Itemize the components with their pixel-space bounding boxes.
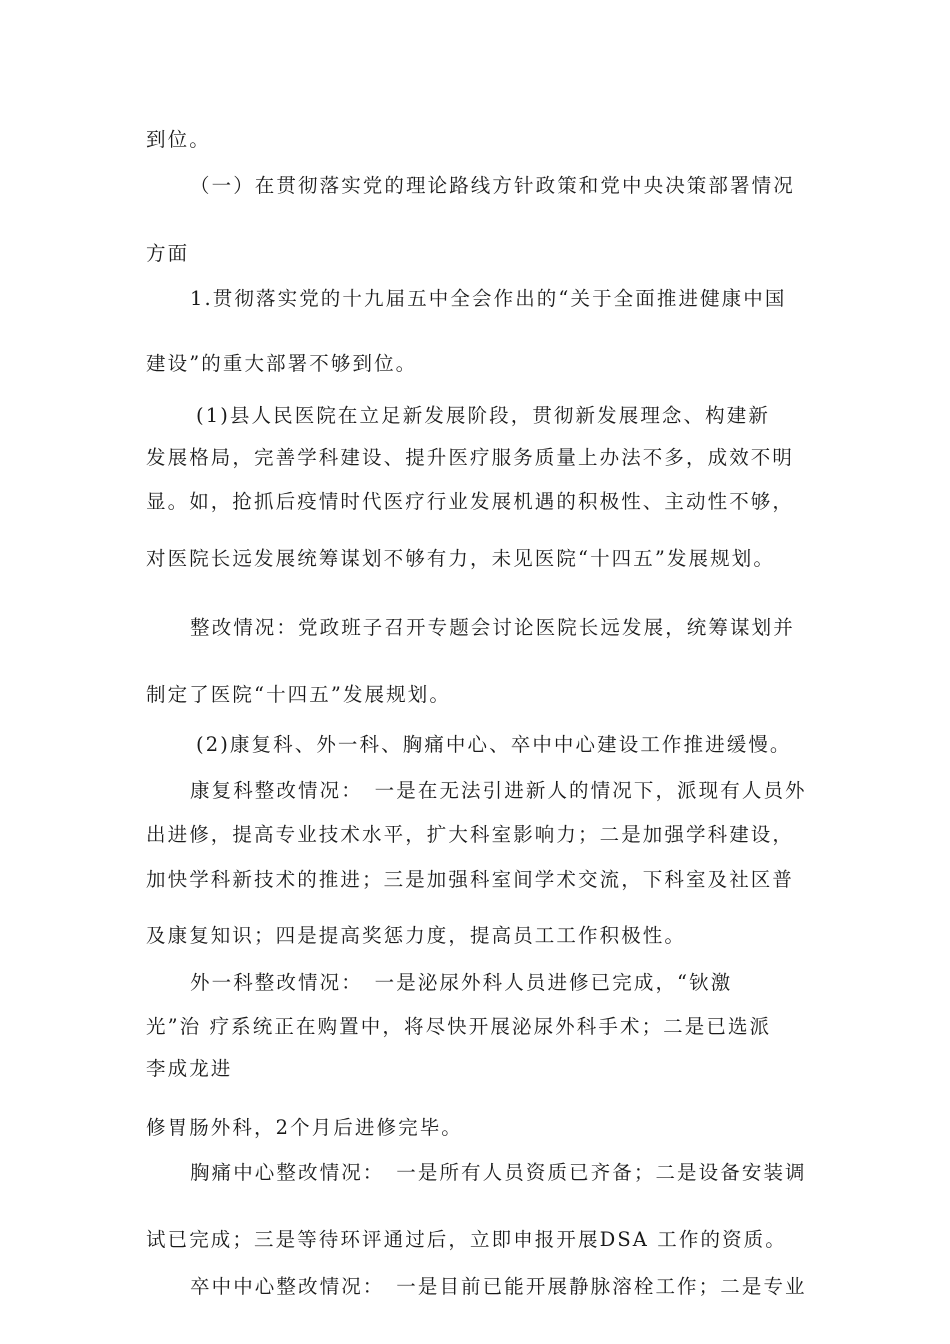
paragraph-line: (2)康复科、外一科、胸痛中心、卒中中心建设工作推进缓慢。 xyxy=(196,733,792,756)
paragraph-line: 光”治 疗系统正在购置中，将尽快开展泌尿外科手术；二是已选派 xyxy=(146,1015,772,1038)
item-heading: 1.贯彻落实党的十九届五中全会作出的“关于全面推进健康中国 xyxy=(190,287,787,310)
text-line: 到位。 xyxy=(146,128,211,151)
paragraph-line: 试已完成；三是等待环评通过后，立即申报开展DSA 工作的资质。 xyxy=(146,1228,787,1251)
paragraph-line: 加快学科新技术的推进；三是加强科室间学术交流，下科室及社区普 xyxy=(146,868,795,891)
paragraph-line: 李成龙进 xyxy=(146,1057,233,1080)
paragraph-line: 卒中中心整改情况： 一是目前已能开展静脉溶栓工作；二是专业 xyxy=(190,1275,807,1298)
text-line: 建设”的重大部署不够到位。 xyxy=(146,352,418,375)
paragraph-line: 外一科整改情况： 一是泌尿外科人员进修已完成，“钬激 xyxy=(190,971,733,994)
paragraph-line: 及康复知识；四是提高奖惩力度，提高员工工作积极性。 xyxy=(146,924,687,947)
text-line: 方面 xyxy=(146,242,190,265)
paragraph-line: 整改情况：党政班子召开专题会讨论医院长远发展，统筹谋划并 xyxy=(190,616,795,639)
paragraph-line: 显。如，抢抓后疫情时代医疗行业发展机遇的积极性、主动性不够， xyxy=(146,490,795,513)
paragraph-line: 修胃肠外科，2个月后进修完毕。 xyxy=(146,1116,463,1139)
paragraph-line: 制定了医院“十四五”发展规划。 xyxy=(146,683,451,706)
paragraph-line: 发展格局，完善学科建设、提升医疗服务质量上办法不多，成效不明 xyxy=(146,446,795,469)
paragraph-line: 对医院长远发展统筹谋划不够有力，未见医院“十四五”发展规划。 xyxy=(146,547,775,570)
section-heading: （一）在贯彻落实党的理论路线方针政策和党中央决策部署情况 xyxy=(190,174,795,197)
paragraph-line: 康复科整改情况： 一是在无法引进新人的情况下，派现有人员外 xyxy=(190,779,807,802)
paragraph-line: (1)县人民医院在立足新发展阶段，贯彻新发展理念、构建新 xyxy=(196,404,770,427)
paragraph-line: 胸痛中心整改情况： 一是所有人员资质已齐备；二是设备安装调 xyxy=(190,1161,807,1184)
paragraph-line: 出进修，提高专业技术水平，扩大科室影响力；二是加强学科建设， xyxy=(146,823,795,846)
